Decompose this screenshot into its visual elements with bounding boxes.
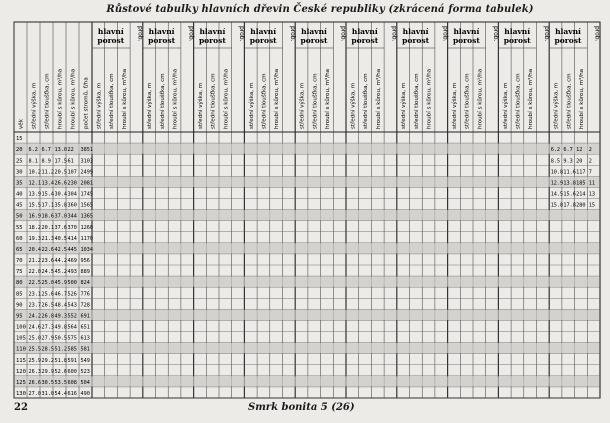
corner-cell: 9.3 [563, 158, 573, 165]
data-cell: 1565 [80, 202, 93, 209]
age-cell: 60 [16, 235, 23, 242]
row-shade [15, 243, 599, 253]
age-cell: 25 [16, 158, 23, 165]
column-header: střední tloušťka, cm [109, 73, 116, 129]
group-label: hlavní [301, 27, 327, 36]
data-cell: 575 [67, 335, 77, 342]
corner-cell: 117 [576, 169, 586, 176]
corner-cell: 8.5 [550, 158, 561, 165]
data-cell: 10.2 [28, 169, 41, 176]
data-cell: 370 [67, 224, 77, 231]
prob-label: prob. [288, 26, 296, 42]
data-cell: 15.5 [28, 202, 41, 209]
column-header: hroubí s kůrou, m³/ha [477, 68, 484, 129]
data-cell: 616 [67, 391, 77, 397]
data-cell: 3851 [80, 147, 93, 154]
data-cell: 26.5 [41, 302, 54, 309]
column-header: střední tloušťka, cm [159, 73, 166, 129]
group-label: porost [148, 36, 176, 45]
data-cell: 956 [80, 258, 90, 264]
group-label: porost [402, 36, 430, 45]
data-cell: 22 [67, 147, 74, 154]
data-cell: 21.3 [41, 235, 54, 242]
column-header: střední tloušťka, cm [566, 73, 573, 129]
corner-cell: 10.8 [550, 169, 564, 176]
prob-label: prob. [339, 26, 347, 42]
column-header: věk [18, 119, 25, 129]
data-cell: 8.9 [41, 158, 51, 165]
column-header: hroubí s kůrou, m³/ha [324, 68, 331, 129]
group-label: hlavní [199, 27, 226, 36]
data-cell: 581 [80, 346, 90, 353]
data-cell: 22.5 [28, 280, 41, 287]
group-label: porost [554, 36, 582, 45]
data-cell: 2499 [80, 169, 93, 176]
data-cell: 26.8 [41, 313, 54, 320]
data-cell: 22.6 [41, 246, 54, 253]
data-cell: 45.2 [54, 269, 67, 276]
column-header: střední výška, m [96, 82, 103, 129]
group-label: hlavní [402, 27, 429, 36]
data-cell: 25.0 [28, 335, 41, 342]
data-cell: 61 [67, 158, 74, 165]
group-label: porost [97, 36, 125, 45]
group-label: hlavní [453, 27, 480, 36]
data-cell: 20.5 [54, 169, 67, 176]
age-cell: 40 [16, 191, 23, 198]
data-cell: 25.6 [41, 291, 54, 298]
age-cell: 80 [16, 280, 23, 287]
corner-cell: 15.8 [550, 202, 564, 209]
data-cell: 16.9 [28, 213, 41, 220]
data-cell: 37.0 [54, 213, 67, 220]
data-cell: 44.2 [54, 258, 67, 264]
data-cell: 1260 [80, 224, 93, 231]
column-header: střední výška, m [31, 82, 38, 129]
corner-cell: 17.8 [563, 202, 576, 209]
prob-label: prob. [187, 26, 195, 42]
data-cell: 1170 [80, 235, 93, 242]
age-cell: 105 [16, 335, 26, 342]
prob-label: prob. [593, 26, 601, 42]
group-label: porost [198, 36, 226, 45]
data-cell: 360 [67, 202, 77, 209]
data-cell: 24.2 [28, 313, 41, 320]
group-label: porost [351, 36, 379, 45]
prob-label: prob. [492, 26, 500, 42]
data-cell: 591 [67, 357, 77, 364]
data-cell: 25.5 [28, 346, 41, 353]
row-shade [15, 144, 599, 154]
corner-cell: 185 [576, 180, 586, 187]
row-shade [15, 177, 599, 187]
data-cell: 6.7 [41, 147, 51, 154]
data-cell: 526 [67, 291, 77, 298]
corner-cell: 11 [588, 180, 596, 187]
column-header: střední výška, m [197, 82, 204, 129]
age-cell: 115 [16, 357, 26, 364]
age-cell: 65 [16, 246, 23, 253]
column-header: střední výška, m [299, 82, 306, 129]
column-header: střední tloušťka, cm [261, 73, 268, 129]
age-cell: 95 [16, 313, 23, 320]
data-cell: 1034 [80, 246, 93, 253]
group-label: hlavní [504, 27, 531, 36]
column-header: střední tloušťka, cm [363, 73, 370, 129]
group-label: hlavní [148, 27, 175, 36]
data-cell: 40.5 [54, 235, 67, 242]
data-cell: 6.2 [28, 147, 38, 154]
corner-cell: 12 [576, 147, 583, 154]
corner-cell: 13 [588, 191, 596, 198]
prob-label: prob. [136, 26, 144, 42]
data-cell: 30.4 [54, 191, 67, 198]
prob-label: prob. [390, 26, 398, 42]
data-cell: 30.5 [41, 379, 54, 386]
data-cell: 600 [67, 368, 77, 375]
data-cell: 37.6 [54, 224, 67, 231]
column-header: hroubí s kůrou, m³/ha [578, 68, 585, 129]
column-header: střední výška, m [147, 82, 154, 129]
corner-cell: 6.7 [563, 147, 573, 154]
data-cell: 23.6 [41, 258, 54, 264]
data-cell: 414 [67, 235, 77, 242]
data-cell: 523 [80, 368, 90, 375]
column-header: střední výška, m [401, 82, 408, 129]
data-cell: 49.8 [54, 324, 67, 331]
prob-label: prob. [238, 26, 246, 42]
corner-cell: 7 [588, 169, 592, 176]
data-cell: 54.4 [54, 391, 67, 397]
data-cell: 500 [67, 280, 77, 287]
column-header: střední výška, m [553, 82, 560, 129]
data-cell: 27.3 [41, 324, 54, 331]
data-cell: 35.8 [54, 202, 67, 209]
page-caption: Smrk bonita 5 (26) [248, 402, 355, 413]
data-cell: 26.6 [54, 180, 67, 187]
age-cell: 125 [16, 379, 26, 386]
corner-cell: 20 [576, 158, 583, 165]
data-cell: 17.1 [41, 202, 54, 209]
corner-cell: 214 [576, 191, 586, 198]
page-number: 22 [14, 402, 28, 413]
data-cell: 26.3 [28, 368, 41, 375]
group-label: porost [249, 36, 277, 45]
data-cell: 490 [80, 391, 90, 397]
group-label: porost [503, 36, 531, 45]
data-cell: 651 [80, 324, 90, 331]
data-cell: 27.9 [41, 335, 54, 342]
age-cell: 70 [16, 258, 23, 264]
data-cell: 51.8 [54, 357, 67, 364]
column-header: střední tloušťka, cm [44, 73, 51, 129]
prob-label: prob. [441, 26, 449, 42]
column-header: hroubí s kůrou, m³/ha [172, 68, 179, 129]
data-cell: 564 [67, 324, 77, 331]
data-cell: 29.2 [41, 357, 54, 364]
data-cell: 728 [80, 302, 90, 309]
data-cell: 23.1 [28, 291, 41, 298]
data-cell: 8.1 [28, 158, 38, 165]
column-header: střední výška, m [350, 82, 357, 129]
data-cell: 445 [67, 246, 77, 253]
data-cell: 46.7 [54, 291, 67, 298]
data-cell: 13.9 [28, 191, 41, 198]
group-label: hlavní [250, 27, 277, 36]
corner-cell: 14.5 [550, 191, 564, 198]
data-cell: 20.4 [28, 246, 41, 253]
age-cell: 110 [16, 346, 26, 353]
data-cell: 504 [80, 379, 90, 386]
data-cell: 585 [67, 346, 77, 353]
group-label: porost [452, 36, 480, 45]
group-label: hlavní [555, 27, 581, 36]
column-header: střední tloušťka, cm [413, 73, 420, 129]
age-cell: 35 [16, 180, 23, 187]
data-cell: 13.0 [54, 147, 67, 154]
row-shade [15, 343, 599, 353]
data-cell: 26.6 [28, 379, 41, 386]
data-cell: 230 [67, 180, 77, 187]
data-cell: 51.2 [54, 346, 67, 353]
data-cell: 18.6 [41, 213, 54, 220]
age-cell: 20 [16, 147, 23, 154]
data-cell: 53.5 [54, 379, 67, 386]
data-cell: 12.1 [28, 180, 41, 187]
age-cell: 120 [16, 368, 26, 375]
age-cell: 30 [16, 169, 23, 176]
data-cell: 29.9 [41, 368, 54, 375]
data-cell: 344 [67, 213, 77, 220]
data-cell: 469 [67, 258, 77, 264]
corner-cell: 15 [588, 202, 596, 209]
data-cell: 31.0 [41, 391, 54, 397]
data-cell: 13.4 [41, 180, 54, 187]
data-cell: 19.3 [28, 235, 41, 242]
data-cell: 691 [80, 313, 90, 320]
data-cell: 304 [67, 191, 77, 198]
data-cell: 3103 [80, 158, 93, 165]
data-cell: 608 [67, 379, 77, 386]
data-cell: 24.6 [28, 324, 41, 331]
data-cell: 107 [67, 169, 77, 176]
column-header: hroubí s kůrou, m³/ha [528, 68, 535, 129]
data-cell: 11.2 [41, 169, 54, 176]
data-cell: 1745 [80, 191, 93, 198]
corner-cell: 11.6 [563, 169, 576, 176]
age-cell: 100 [16, 324, 26, 331]
column-header: počet stromů, ť/ha [83, 77, 90, 129]
column-header: hroubí s kůrou, m³/ha [375, 68, 382, 129]
corner-cell: 13.8 [563, 180, 576, 187]
age-cell: 85 [16, 291, 23, 298]
age-cell: 130 [16, 391, 26, 397]
column-header: hroubí s kůrou, m³/ha [426, 68, 433, 129]
data-cell: 28.5 [41, 346, 54, 353]
data-cell: 776 [80, 291, 90, 298]
age-cell: 50 [16, 213, 23, 220]
data-cell: 2081 [80, 180, 93, 187]
data-cell: 52.6 [54, 368, 67, 375]
age-cell: 45 [16, 202, 23, 209]
column-header: střední tloušťka, cm [464, 73, 471, 129]
data-cell: 50.5 [54, 335, 67, 342]
corner-cell: 2 [588, 147, 592, 154]
age-cell: 75 [16, 269, 23, 276]
age-cell: 15 [16, 136, 23, 143]
data-cell: 49.3 [54, 313, 67, 320]
row-shade [15, 310, 599, 320]
group-label: hlavní [351, 27, 378, 36]
column-header: střední výška, m [502, 82, 509, 129]
data-cell: 15.4 [41, 191, 54, 198]
data-cell: 17.5 [54, 158, 67, 165]
data-cell: 543 [67, 302, 77, 309]
row-shade [15, 277, 599, 287]
data-cell: 21.2 [28, 258, 41, 264]
data-cell: 20.1 [41, 224, 54, 231]
corner-cell: 12.9 [550, 180, 564, 187]
prob-label: prob. [542, 26, 550, 42]
data-cell: 24.5 [41, 269, 54, 276]
corner-cell: 6.2 [550, 147, 561, 154]
age-cell: 90 [16, 302, 23, 309]
data-cell: 549 [80, 357, 90, 364]
page-title: Růstové tabulky hlavních dřevin České republiky (zkrácená forma tabulek) [106, 4, 534, 15]
group-label: hlavní [97, 27, 124, 36]
data-cell: 18.2 [28, 224, 41, 231]
data-cell: 824 [80, 280, 90, 287]
column-header: hroubí s kůrou, m³/ha [57, 68, 64, 129]
row-shade [15, 376, 599, 386]
column-header: střední tloušťka, cm [515, 73, 522, 129]
table-frame [14, 22, 600, 398]
data-cell: 42.5 [54, 246, 67, 253]
age-cell: 55 [16, 224, 23, 231]
data-cell: 27.0 [28, 391, 41, 397]
group-label: porost [300, 36, 328, 45]
data-cell: 25.9 [28, 357, 41, 364]
corner-cell: 2 [588, 158, 592, 165]
data-cell: 25.0 [41, 280, 54, 287]
row-shade [15, 210, 599, 220]
data-cell: 889 [80, 269, 90, 276]
column-header: hroubí s kůrou, m³/ha [274, 68, 281, 129]
column-header: hroubí s kůrou, m³/ha [121, 68, 128, 129]
data-cell: 45.9 [54, 280, 67, 287]
column-header: hroubí s kůrou, m³/ha [70, 68, 77, 129]
column-header: hroubí s kůrou, m³/ha [223, 68, 230, 129]
column-header: střední tloušťka, cm [312, 73, 319, 129]
column-header: střední výška, m [451, 82, 458, 129]
data-cell: 1365 [80, 213, 93, 220]
data-cell: 613 [80, 335, 90, 342]
corner-cell: 15.6 [563, 191, 576, 198]
column-header: střední tloušťka, cm [210, 73, 217, 129]
data-cell: 493 [67, 269, 77, 276]
data-cell: 23.7 [28, 302, 41, 309]
corner-cell: 280 [576, 202, 586, 209]
data-cell: 552 [67, 313, 77, 320]
data-cell: 22.0 [28, 269, 41, 276]
data-cell: 48.4 [54, 302, 67, 309]
column-header: střední výška, m [248, 82, 255, 129]
